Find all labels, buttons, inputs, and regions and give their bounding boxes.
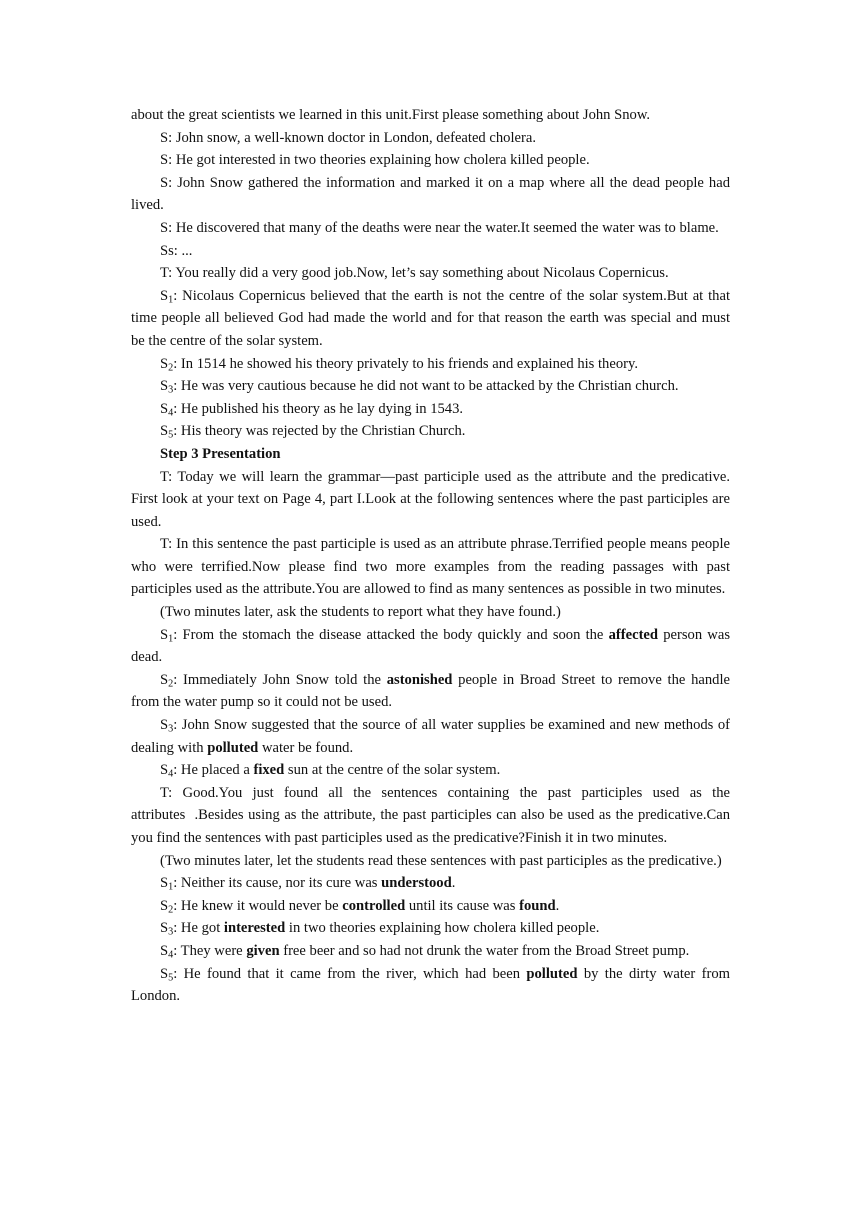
text-run: S — [160, 717, 169, 734]
section-heading — [131, 443, 730, 466]
speaker-subscript: 3 — [168, 723, 174, 735]
bold-participle: fixed — [253, 762, 285, 779]
text-run: : Immediately John Snow told the — [173, 671, 387, 688]
text-run: : John Snow suggested that the source of all water supplies be examined and new methods of dealing with — [131, 717, 730, 756]
document-body — [131, 104, 730, 1008]
bold-participle: polluted — [207, 739, 259, 756]
paragraph — [131, 149, 730, 172]
paragraph — [131, 533, 730, 601]
text-run: S — [160, 378, 169, 395]
paragraph — [131, 398, 730, 421]
text-run: : He got — [173, 920, 224, 937]
text-run: S — [160, 423, 169, 440]
text-run: about the great scientists we learned in this unit.First please something about John Snow. — [131, 107, 651, 123]
text-run: people in Broad Street to remove the handle from the water pump so it could not be used. — [131, 671, 730, 711]
text-run: Step 3 Presentation — [160, 445, 281, 462]
text-run: S — [160, 400, 169, 417]
speaker-subscript: 3 — [168, 926, 174, 938]
text-run: S — [160, 875, 169, 892]
paragraph — [131, 759, 730, 782]
paragraph — [131, 375, 730, 398]
paragraph — [131, 782, 730, 850]
paragraph — [131, 601, 730, 624]
speaker-subscript: 1 — [168, 633, 174, 645]
paragraph — [131, 850, 730, 873]
speaker-subscript: 2 — [168, 678, 174, 690]
paragraph — [131, 262, 730, 285]
text-run: : He found that it came from the river, which had been — [173, 965, 527, 982]
paragraph — [131, 172, 730, 217]
speaker-subscript: 4 — [168, 407, 174, 419]
bold-participle: polluted — [526, 965, 578, 982]
paragraph — [131, 466, 730, 534]
paragraph — [131, 714, 730, 759]
text-run: (Two minutes later, ask the students to report what they have found.) — [160, 604, 561, 621]
paragraph — [131, 917, 730, 940]
text-run: T: You really did a very good job.Now, let’s say something about Nicolaus Copernicus. — [160, 265, 669, 282]
bold-participle: given — [246, 942, 280, 959]
text-run: . — [451, 875, 456, 892]
paragraph — [131, 420, 730, 443]
paragraph — [131, 217, 730, 240]
text-run: T: Today we will learn the grammar—past participle used as the attribute and the predicative. First look at your text on Page 4, part I.Look at the following sentences where the past participles are used. — [131, 468, 730, 530]
speaker-subscript: 1 — [168, 881, 174, 893]
speaker-subscript: 2 — [168, 904, 174, 916]
text-run: Ss: ... — [160, 242, 193, 259]
text-run: water be found. — [258, 739, 354, 756]
text-run: : He knew it would never be — [173, 897, 343, 914]
text-run: S — [160, 762, 169, 779]
text-run: S — [160, 965, 169, 982]
bold-participle: understood — [381, 875, 452, 892]
text-run: : They were — [173, 942, 247, 959]
paragraph — [131, 240, 730, 263]
text-run: T: In this sentence the past participle is used as an attribute phrase.Terrified people means people who were terrified.Now please find two more examples from the reading passages with past participles used as the attribute.You are allowed to find as many sentences as possible in two minutes. — [131, 536, 730, 598]
speaker-subscript: 1 — [168, 294, 174, 306]
text-run: : He was very cautious because he did not want to be attacked by the Christian church. — [173, 378, 679, 395]
speaker-subscript: 4 — [168, 949, 174, 961]
speaker-subscript: 3 — [168, 384, 174, 396]
text-run: : Neither its cause, nor its cure was — [173, 875, 382, 892]
paragraph — [131, 127, 730, 150]
text-run: . — [555, 897, 560, 914]
paragraph — [131, 353, 730, 376]
speaker-subscript: 5 — [168, 429, 174, 441]
text-run: : From the stomach the disease attacked the body quickly and soon the — [173, 626, 609, 643]
text-run: in two theories explaining how cholera killed people. — [285, 920, 600, 937]
paragraph — [131, 104, 730, 127]
text-run: S — [160, 671, 169, 688]
text-run: : He published his theory as he lay dying in 1543. — [173, 400, 464, 417]
text-run: (Two minutes later, let the students read these sentences with past participles as the predicative.) — [160, 852, 722, 869]
text-run: : Nicolaus Copernicus believed that the earth is not the centre of the solar system.But at that time people all believed God had made the world and for that reason the earth was special and must be the centre of the solar system. — [131, 287, 730, 349]
paragraph — [131, 963, 730, 1008]
text-run: : In 1514 he showed his theory privately to his friends and explained his theory. — [173, 355, 638, 372]
bold-participle: found — [519, 897, 556, 914]
text-run: S: He discovered that many of the deaths were near the water.It seemed the water was to blame. — [160, 219, 719, 236]
text-run: S — [160, 287, 169, 304]
text-run: S: John snow, a well-known doctor in London, defeated cholera. — [160, 129, 536, 146]
speaker-subscript: 4 — [168, 768, 174, 780]
text-run: by the dirty water from London. — [131, 965, 730, 1005]
text-run: : He placed a — [173, 762, 254, 779]
paragraph — [131, 669, 730, 714]
text-run: S — [160, 942, 169, 959]
text-run: until its cause was — [405, 897, 520, 914]
text-run: S: He got interested in two theories explaining how cholera killed people. — [160, 152, 590, 169]
paragraph — [131, 895, 730, 918]
paragraph — [131, 285, 730, 353]
paragraph — [131, 872, 730, 895]
bold-participle: affected — [608, 626, 659, 643]
text-run: : His theory was rejected by the Christian Church. — [173, 423, 466, 440]
text-run: S — [160, 626, 169, 643]
text-run: S — [160, 920, 169, 937]
bold-participle: interested — [223, 920, 286, 937]
text-run: T: Good.You just found all the sentences containing the past participles used as the attributes .Besides using as the attribute, the past participles can also be used as the predicative.Can you find the sentences with past participles used as the predicative?Finish it in two minutes. — [131, 784, 730, 846]
bold-participle: controlled — [342, 897, 406, 914]
text-run: sun at the centre of the solar system. — [284, 762, 501, 779]
paragraph — [131, 624, 730, 669]
bold-participle: astonished — [386, 671, 453, 688]
text-run: S: John Snow gathered the information and marked it on a map where all the dead people had lived. — [131, 174, 730, 214]
speaker-subscript: 2 — [168, 362, 174, 374]
speaker-subscript: 5 — [168, 972, 174, 984]
text-run: person was dead. — [131, 626, 730, 666]
text-run: S — [160, 355, 169, 372]
paragraph — [131, 940, 730, 963]
text-run: free beer and so had not drunk the water from the Broad Street pump. — [279, 942, 690, 959]
text-run: S — [160, 897, 169, 914]
